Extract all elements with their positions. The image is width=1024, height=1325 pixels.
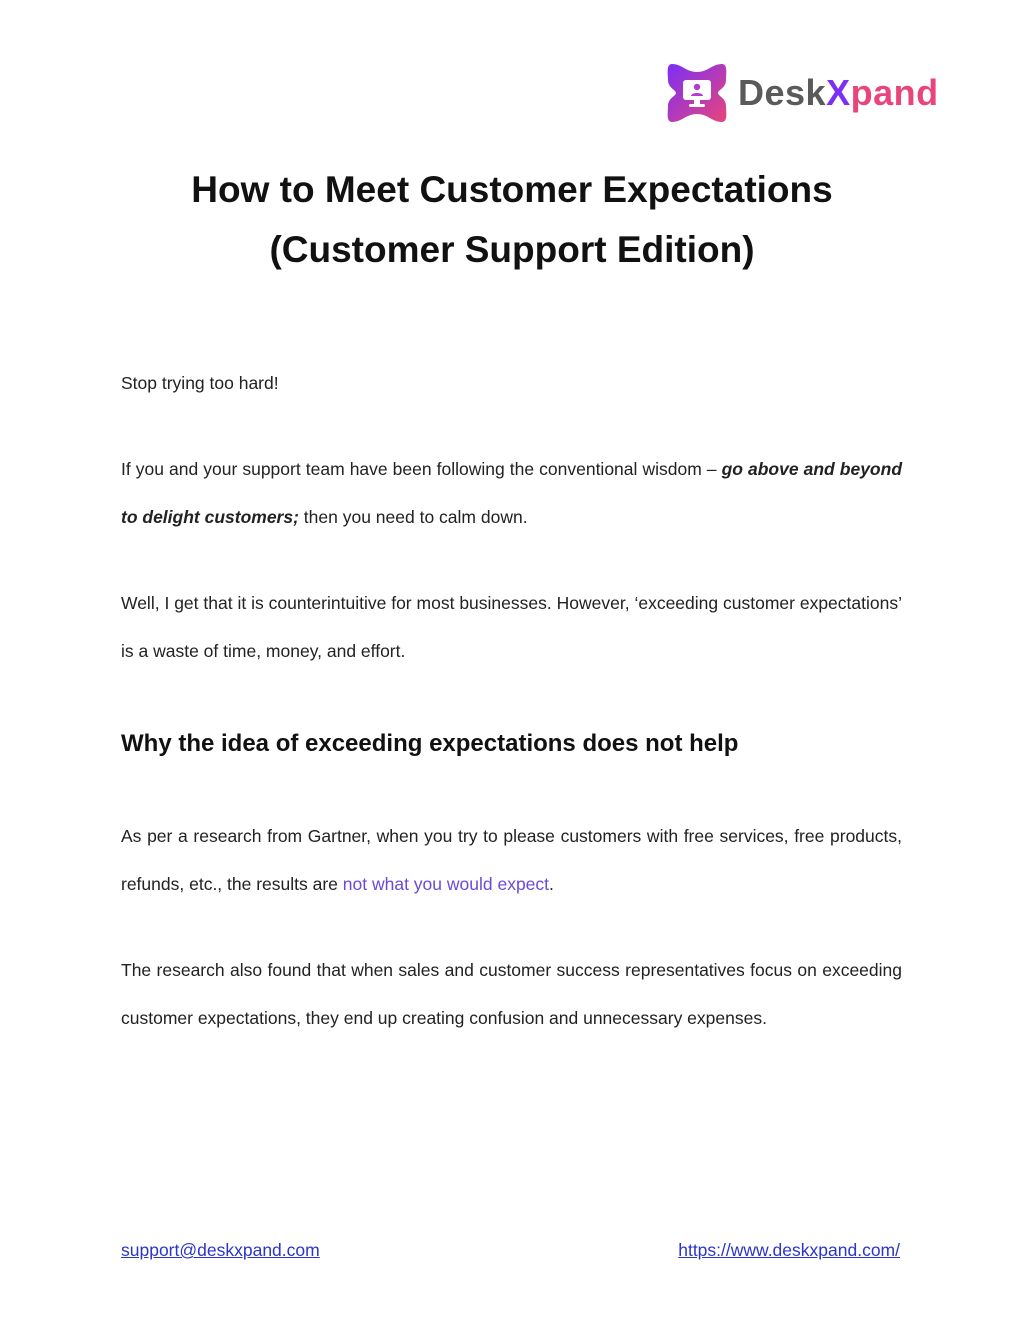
paragraph-4 [121,812,902,908]
monitor-person-icon [664,60,730,126]
gartner-research-link[interactable]: not what you would expect [342,874,550,894]
brand-logo [664,60,939,126]
brand-name-part: X [826,72,851,113]
paragraph-1: Stop trying too hard! [121,373,279,393]
paragraph-2-text: If you and your support team have been following the conventional wisdom – [121,459,722,479]
paragraph-3: Well, I get that it is counterintuitive for most businesses. However, ‘exceeding customer expectations’ is a waste of time, money, and effort. [121,593,902,661]
brand-name-part: Desk [738,72,827,113]
support-email-link[interactable]: support@deskxpand.com [121,1240,320,1260]
brand-name-part: pand [850,72,939,113]
section-heading: Why the idea of exceeding expectations does not help [121,730,739,757]
paragraph-2-emphasis: go above and beyond to delight customers; [121,459,903,527]
paragraph-5: The research also found that when sales and customer success representatives focus on exceeding customer expectations, they end up creating confusion and unnecessary expenses. [121,960,902,1028]
paragraph-4-text: . [549,874,554,894]
paragraph-4-text: As per a research from Gartner, when you try to please customers with free services, free products, refunds, etc., the results are [121,826,902,894]
website-link[interactable]: https://www.deskxpand.com/ [678,1240,900,1260]
title-line-2: (Customer Support Edition) [269,229,755,270]
paragraph-2-text: then you need to calm down. [298,507,528,527]
paragraph-2 [121,445,902,541]
brand-name [738,72,939,113]
title-line-1: How to Meet Customer Expectations [191,169,833,210]
document-title [0,160,1024,280]
